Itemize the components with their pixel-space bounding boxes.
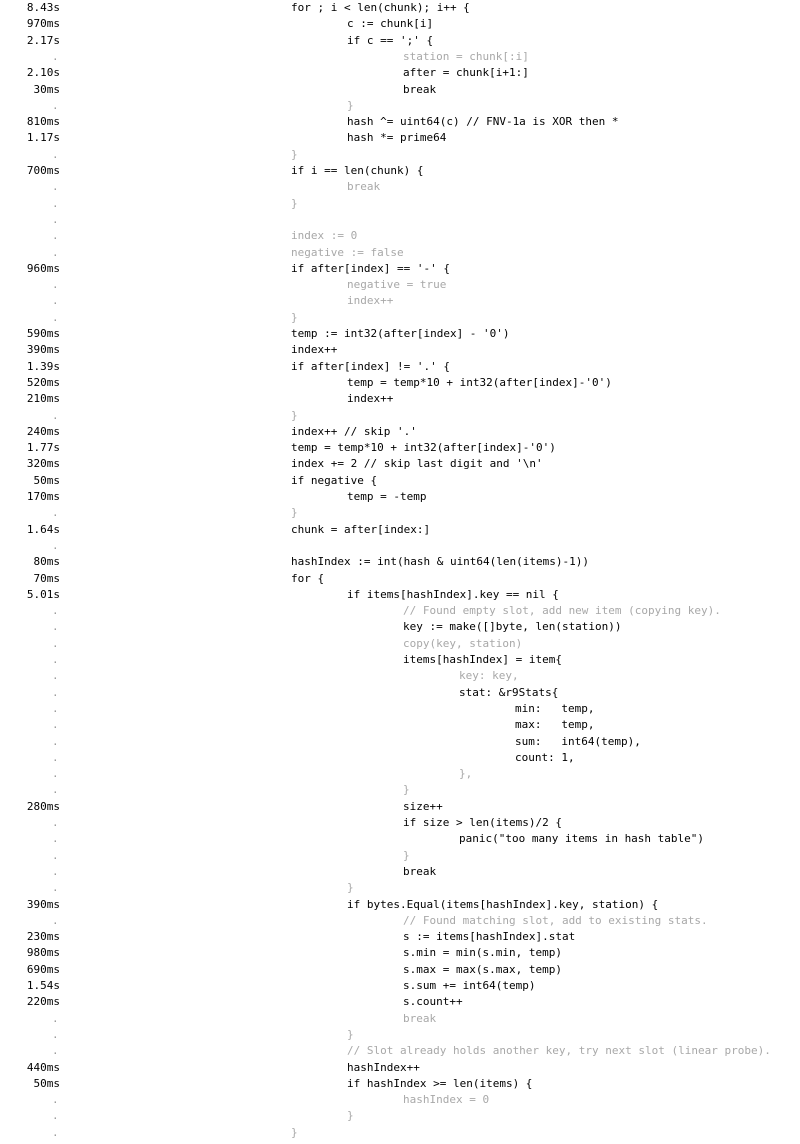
line-code: s.count++: [403, 995, 463, 1009]
source-line: [0, 538, 800, 554]
source-line: [0, 49, 800, 65]
line-time: .: [52, 636, 59, 650]
line-code: }: [347, 881, 354, 895]
line-code: s.min = min(s.min, temp): [403, 946, 562, 960]
line-code: c := chunk[i]: [347, 17, 434, 31]
source-line: [0, 554, 800, 570]
source-line: [0, 929, 800, 945]
source-line: [0, 978, 800, 994]
line-code: negative := false: [291, 245, 404, 259]
line-time: .: [52, 49, 59, 63]
source-line: [0, 98, 800, 114]
line-code: s.max = max(s.max, temp): [403, 962, 562, 976]
source-line: [0, 848, 800, 864]
source-line: [0, 945, 800, 961]
line-time: 170ms: [26, 490, 60, 503]
source-line: [0, 717, 800, 733]
line-time: .: [52, 1044, 59, 1058]
line-code: }: [291, 147, 298, 161]
source-line: [0, 636, 800, 652]
source-line: [0, 16, 800, 32]
line-code: temp = temp*10 + int32(after[index]-'0'): [347, 375, 612, 389]
line-code: }: [291, 506, 298, 520]
line-code: index := 0: [291, 229, 358, 243]
line-code: after = chunk[i+1:]: [403, 66, 529, 80]
source-line: [0, 212, 800, 228]
line-time: .: [52, 1093, 59, 1107]
source-line: [0, 603, 800, 619]
line-code: // Found matching slot, add to existing stats.: [403, 913, 708, 927]
line-code: }: [291, 408, 298, 422]
line-time: .: [52, 767, 59, 781]
source-line: [0, 522, 800, 538]
line-code: }: [291, 1125, 298, 1139]
line-time: .: [52, 669, 59, 683]
line-time: .: [52, 604, 59, 618]
source-line: [0, 685, 800, 701]
source-line: [0, 196, 800, 212]
source-line: [0, 310, 800, 326]
source-line: [0, 1076, 800, 1092]
source-line: [0, 668, 800, 684]
line-time: .: [52, 1109, 59, 1123]
line-code: s := items[hashIndex].stat: [403, 930, 576, 944]
line-time: 980ms: [26, 946, 60, 960]
line-code: chunk = after[index:]: [291, 522, 431, 536]
source-line: [0, 1011, 800, 1027]
line-time: 390ms: [26, 343, 60, 357]
line-time: .: [52, 848, 59, 862]
line-code: max: temp,: [515, 718, 595, 732]
line-time: 70ms: [33, 571, 60, 585]
line-code: copy(key, station): [403, 636, 523, 650]
line-time: 520ms: [26, 375, 60, 389]
line-time: 80ms: [33, 555, 60, 569]
line-time: 970ms: [26, 17, 60, 31]
line-code: if bytes.Equal(items[hashIndex].key, station) {: [347, 897, 659, 911]
line-time: .: [52, 718, 59, 732]
source-line: [0, 799, 800, 815]
line-code: hash ^= uint64(c) // FNV-1a is XOR then *: [347, 115, 619, 129]
line-time: .: [52, 538, 59, 552]
line-code: if items[hashIndex].key == nil {: [347, 587, 559, 601]
source-line: [0, 326, 800, 342]
line-time: .: [52, 653, 59, 666]
line-time: 320ms: [26, 457, 60, 471]
line-code: if i == len(chunk) {: [291, 164, 424, 177]
source-line: [0, 456, 800, 472]
line-code: items[hashIndex] = item{: [403, 653, 562, 666]
line-time: .: [52, 1011, 59, 1025]
line-time: .: [52, 816, 59, 829]
line-time: .: [52, 180, 59, 194]
line-time: .: [52, 98, 59, 112]
source-line: [0, 571, 800, 587]
source-line: [0, 913, 800, 929]
line-time: .: [52, 832, 59, 846]
line-code: if hashIndex >= len(items) {: [347, 1076, 533, 1090]
line-code: }: [291, 310, 298, 324]
line-time: .: [52, 212, 59, 226]
line-code: min: temp,: [515, 701, 595, 715]
line-time: 440ms: [26, 1060, 60, 1074]
line-time: .: [52, 1125, 59, 1139]
line-time: 690ms: [26, 962, 60, 976]
source-line: [0, 114, 800, 130]
line-code: }: [403, 848, 410, 862]
line-code: index++: [291, 343, 338, 357]
line-time: .: [52, 750, 59, 764]
line-code: if c == ';' {: [347, 33, 434, 47]
source-line: [0, 864, 800, 880]
source-line: [0, 880, 800, 896]
line-code: index++ // skip '.': [291, 424, 417, 438]
line-code: hashIndex = 0: [403, 1093, 490, 1107]
line-code: index++: [347, 392, 394, 406]
line-time: 810ms: [26, 115, 60, 129]
source-line: [0, 1092, 800, 1108]
line-code: negative = true: [347, 278, 447, 292]
line-time: 50ms: [33, 473, 60, 487]
source-line: [0, 652, 800, 668]
line-time: .: [52, 408, 59, 422]
line-code: index++: [347, 294, 394, 308]
line-code: break: [403, 1011, 437, 1025]
line-code: }: [291, 196, 298, 210]
source-line: [0, 782, 800, 798]
source-line: [0, 342, 800, 358]
line-time: .: [52, 701, 59, 715]
line-code: }: [347, 98, 354, 112]
source-line: [0, 130, 800, 146]
line-code: s.sum += int64(temp): [403, 979, 536, 992]
line-code: hashIndex := int(hash & uint64(len(items)-1)): [291, 555, 590, 569]
line-time: .: [52, 881, 59, 895]
line-time: 220ms: [26, 995, 60, 1009]
line-code: panic("too many items in hash table"): [459, 832, 705, 846]
line-code: break: [347, 180, 381, 194]
source-line: [0, 1108, 800, 1124]
line-time: 1.17s: [26, 131, 60, 145]
source-line: [0, 179, 800, 195]
source-line: [0, 440, 800, 456]
line-code: key: key,: [459, 669, 519, 683]
line-time: 1.64s: [26, 522, 60, 536]
line-time: 1.54s: [26, 979, 60, 992]
source-line: [0, 228, 800, 244]
line-time: 5.01s: [26, 587, 60, 601]
line-code: hashIndex++: [347, 1060, 420, 1074]
line-code: temp = -temp: [347, 490, 427, 503]
line-code: size++: [403, 799, 443, 813]
line-code: for ; i < len(chunk); i++ {: [291, 1, 470, 14]
line-code: station = chunk[:i]: [403, 49, 529, 63]
source-line: [0, 473, 800, 489]
source-line: [0, 424, 800, 440]
source-line: [0, 391, 800, 407]
line-code: }: [347, 1109, 354, 1123]
line-code: sum: int64(temp),: [515, 734, 641, 748]
source-line: [0, 1043, 800, 1059]
line-code: if after[index] != '.' {: [291, 359, 450, 373]
source-line: [0, 245, 800, 261]
line-code: stat: &r9Stats{: [459, 685, 559, 699]
line-time: 50ms: [33, 1076, 60, 1090]
line-code: },: [459, 767, 473, 781]
line-code: // Slot already holds another key, try next slot (linear probe).: [347, 1044, 771, 1058]
line-time: 960ms: [26, 261, 60, 275]
source-line: [0, 147, 800, 163]
line-code: count: 1,: [515, 750, 575, 764]
line-time: .: [52, 506, 59, 520]
line-code: if negative {: [291, 473, 378, 487]
line-code: break: [403, 82, 437, 96]
line-time: .: [52, 147, 59, 161]
line-time: 210ms: [26, 392, 60, 406]
source-line: [0, 33, 800, 49]
source-line: [0, 701, 800, 717]
source-line: [0, 408, 800, 424]
line-time: .: [52, 734, 59, 748]
source-line: [0, 897, 800, 913]
line-time: .: [52, 310, 59, 324]
source-line: [0, 962, 800, 978]
line-time: .: [52, 783, 59, 797]
source-line: [0, 82, 800, 98]
source-line: [0, 1125, 800, 1141]
line-code: temp := int32(after[index] - '0'): [291, 327, 510, 340]
line-time: 240ms: [26, 424, 60, 438]
line-code: }: [347, 1027, 354, 1041]
source-line: [0, 994, 800, 1010]
source-line: [0, 0, 800, 16]
line-time: .: [52, 620, 59, 634]
source-line: [0, 766, 800, 782]
source-line: [0, 65, 800, 81]
line-code: for {: [291, 571, 325, 585]
line-time: .: [52, 913, 59, 927]
source-line: [0, 815, 800, 831]
line-time: 280ms: [26, 799, 60, 813]
line-code: index += 2 // skip last digit and '\n': [291, 457, 543, 471]
line-code: key := make([]byte, len(station)): [403, 620, 622, 634]
line-time: 2.10s: [26, 66, 60, 80]
line-code: hash *= prime64: [347, 131, 447, 145]
line-time: 700ms: [26, 164, 60, 177]
line-time: .: [52, 278, 59, 292]
line-time: .: [52, 1027, 59, 1041]
line-time: 2.17s: [26, 33, 60, 47]
source-line: [0, 1027, 800, 1043]
line-code: break: [403, 864, 437, 878]
source-line: [0, 734, 800, 750]
source-line: [0, 505, 800, 521]
line-code: }: [403, 783, 410, 797]
source-line: [0, 375, 800, 391]
source-line: [0, 750, 800, 766]
source-line: [0, 163, 800, 179]
source-line: [0, 587, 800, 603]
line-code: if size > len(items)/2 {: [403, 816, 562, 829]
source-line: [0, 277, 800, 293]
line-code: if after[index] == '-' {: [291, 261, 450, 275]
line-time: 1.77s: [26, 441, 60, 455]
line-code: // Found empty slot, add new item (copying key).: [403, 604, 721, 618]
line-time: .: [52, 245, 59, 259]
line-time: 590ms: [26, 327, 60, 340]
source-line: [0, 261, 800, 277]
line-time: .: [52, 294, 59, 308]
line-time: .: [52, 864, 59, 878]
line-time: 1.39s: [26, 359, 60, 373]
source-line: [0, 1060, 800, 1076]
line-time: 230ms: [26, 930, 60, 944]
source-line: [0, 831, 800, 847]
line-time: 8.43s: [26, 1, 60, 14]
line-time: 30ms: [33, 82, 60, 96]
source-line: [0, 293, 800, 309]
source-line: [0, 359, 800, 375]
line-time: 390ms: [26, 897, 60, 911]
source-line: [0, 489, 800, 505]
line-time: .: [52, 229, 59, 243]
line-code: temp = temp*10 + int32(after[index]-'0'): [291, 441, 556, 455]
line-time: .: [52, 685, 59, 699]
line-time: .: [52, 196, 59, 210]
source-line: [0, 619, 800, 635]
